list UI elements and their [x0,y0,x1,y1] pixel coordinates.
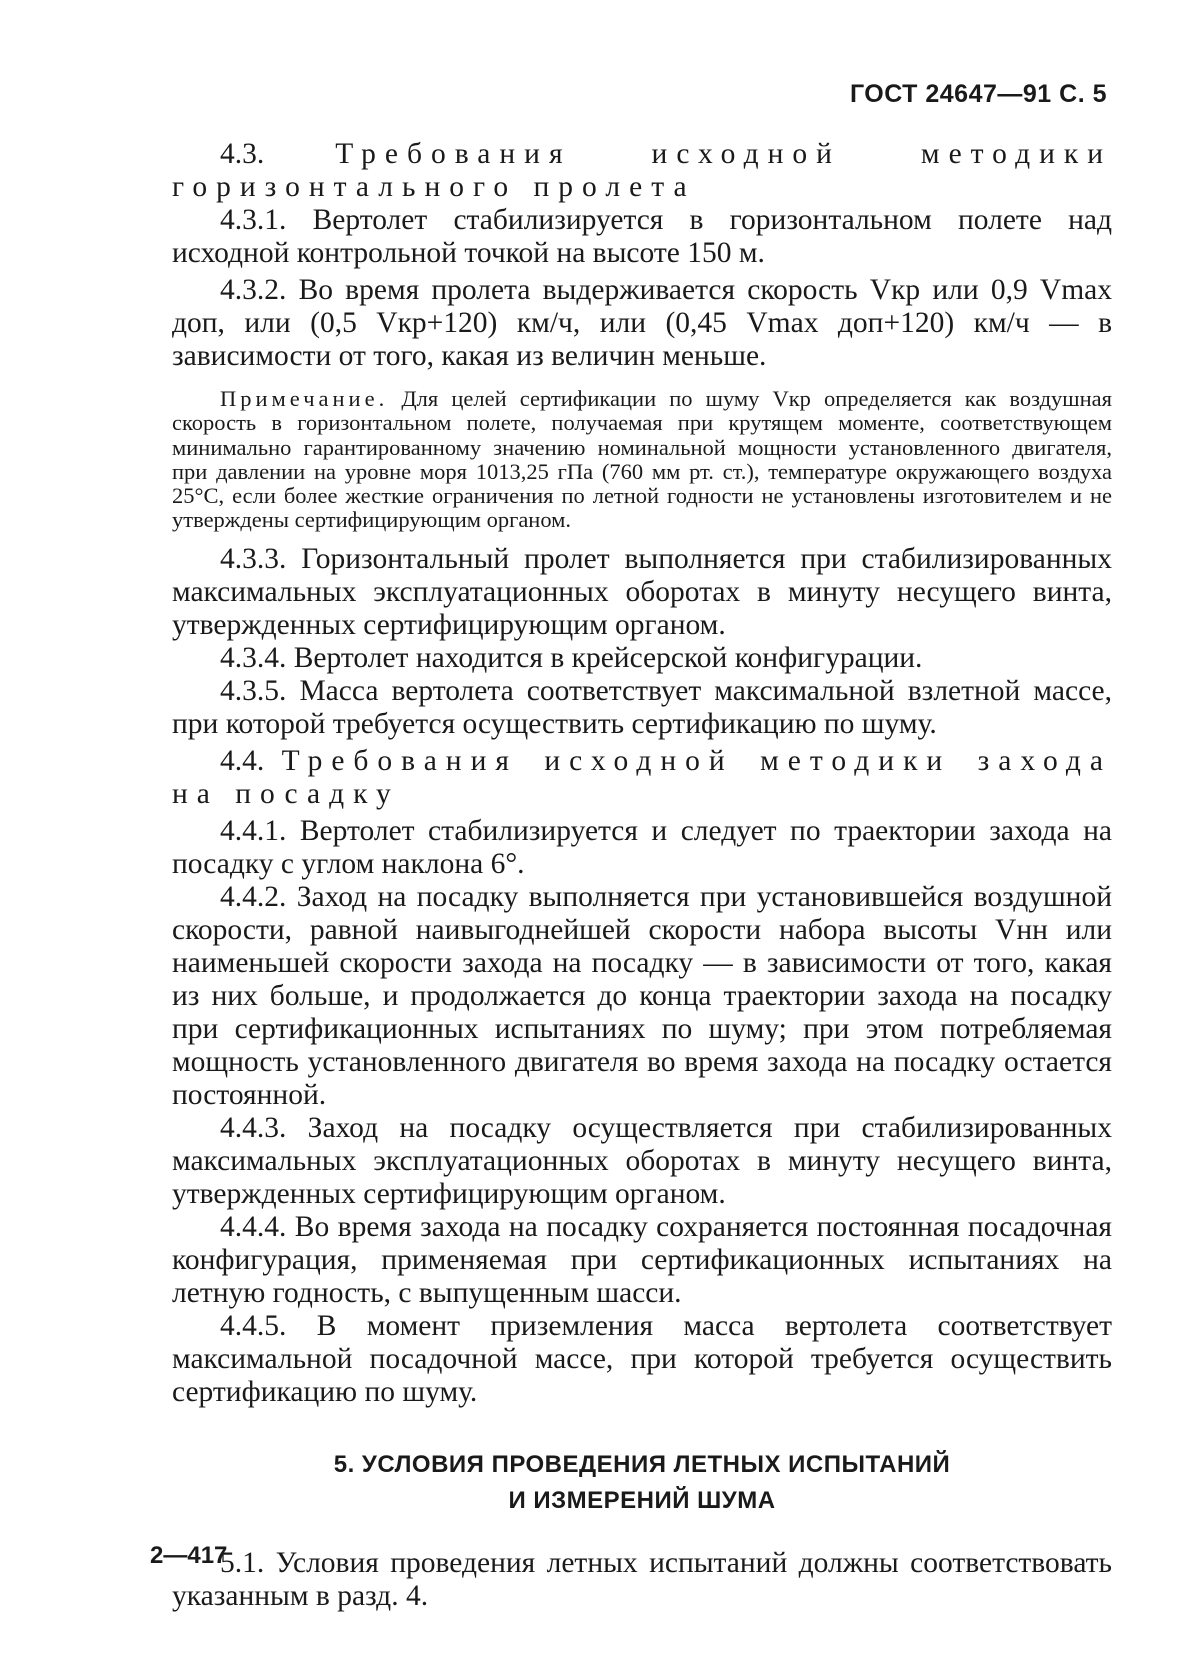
section-4-3-title [172,138,1112,204]
paragraph-4-3-5: 4.3.5. Масса вертолета соответствует максимальной взлетной массе, при которой требуется осуществить сертификацию по шуму. [172,674,1112,740]
paragraph-4-4-2: 4.4.2. Заход на посадку выполняется при установившейся воздушной скорости, равной наивыгоднейшей скорости набора высоты Vнн или наименьшей скорости захода на посадку — в зависимости от того, какая из них больше, и продолжается до конца траектории захода на посадку при сертификационных испытаниях по шуму; при этом потребляемая мощность установленного двигателя во время захода на посадку остается постоянной. [172,880,1112,1111]
section-5-title-line-2: И ИЗМЕРЕНИЙ ШУМА [508,1486,776,1514]
paragraph-4-3-3: 4.3.3. Горизонтальный пролет выполняется при стабилизированных максимальных эксплуатационных оборотах в минуту несущего винта, утвержденных сертифицирующим органом. [172,542,1112,641]
paragraph-4-4-5: 4.4.5. В момент приземления масса вертолета соответствует максимальной посадочной массе, при которой требуется осуществить сертификацию по шуму. [172,1309,1112,1408]
paragraph-4-4-1: 4.4.1. Вертолет стабилизируется и следует по траектории захода на посадку с углом наклона 6°. [172,814,1112,880]
page-header: ГОСТ 24647—91 С. 5 [849,80,1107,108]
section-5-title [172,1447,1112,1519]
paragraph-5-1: 5.1. Условия проведения летных испытаний должны соответствовать указанным в разд. 4. [172,1546,1112,1612]
page-footer-signature: 2—417 [150,1542,228,1569]
paragraph-4-3-4: 4.3.4. Вертолет находится в крейсерской конфигурации. [220,641,923,674]
section-4-4-title [172,745,1112,811]
document-body [172,138,1112,1613]
paragraph-4-4-3: 4.4.3. Заход на посадку осуществляется при стабилизированных максимальных эксплуатационных оборотах в минуту несущего винта, утвержденных сертифицирующим органом. [172,1111,1112,1210]
note [172,387,1112,533]
note-label: Примечание. [220,386,389,411]
section-4-3-heading: Требования исходной методики горизонтального пролета [172,138,1112,203]
section-4-4-number: 4.4. [220,744,265,777]
paragraph-4-3-2: 4.3.2. Во время пролета выдерживается скорость Vкр или 0,9 Vmax доп, или (0,5 Vкр+120) км/ч, или (0,45 Vmax доп+120) км/ч — в зависимости от того, какая из величин меньше. [172,274,1112,372]
note-text: Для целей сертификации по шуму Vкр определяется как воздушная скорость в горизонтальном полете, получаемая при крутящем моменте, соответствующем минимально гарантированному значению номинальной мощности установленного двигателя, при давлении на уровне моря 1013,25 гПа (760 мм рт. ст.), температуре окружающего воздуха 25°С, если более жесткие ограничения по летной годности не установлены изготовителем и не утверждены сертифицирующим органом. [172,386,1113,533]
section-5-title-line-1: 5. УСЛОВИЯ ПРОВЕДЕНИЯ ЛЕТНЫХ ИСПЫТАНИЙ [333,1450,951,1478]
paragraph-4-3-1: 4.3.1. Вертолет стабилизируется в горизонтальном полете над исходной контрольной точкой на высоте 150 м. [172,204,1112,269]
section-4-3-number: 4.3. [220,138,265,170]
section-4-4-heading: Требования исходной методики захода на посадку [172,744,1112,810]
paragraph-4-4-4: 4.4.4. Во время захода на посадку сохраняется постоянная посадочная конфигурация, применяемая при сертификационных испытаниях на летную годность, с выпущенным шасси. [172,1210,1112,1309]
